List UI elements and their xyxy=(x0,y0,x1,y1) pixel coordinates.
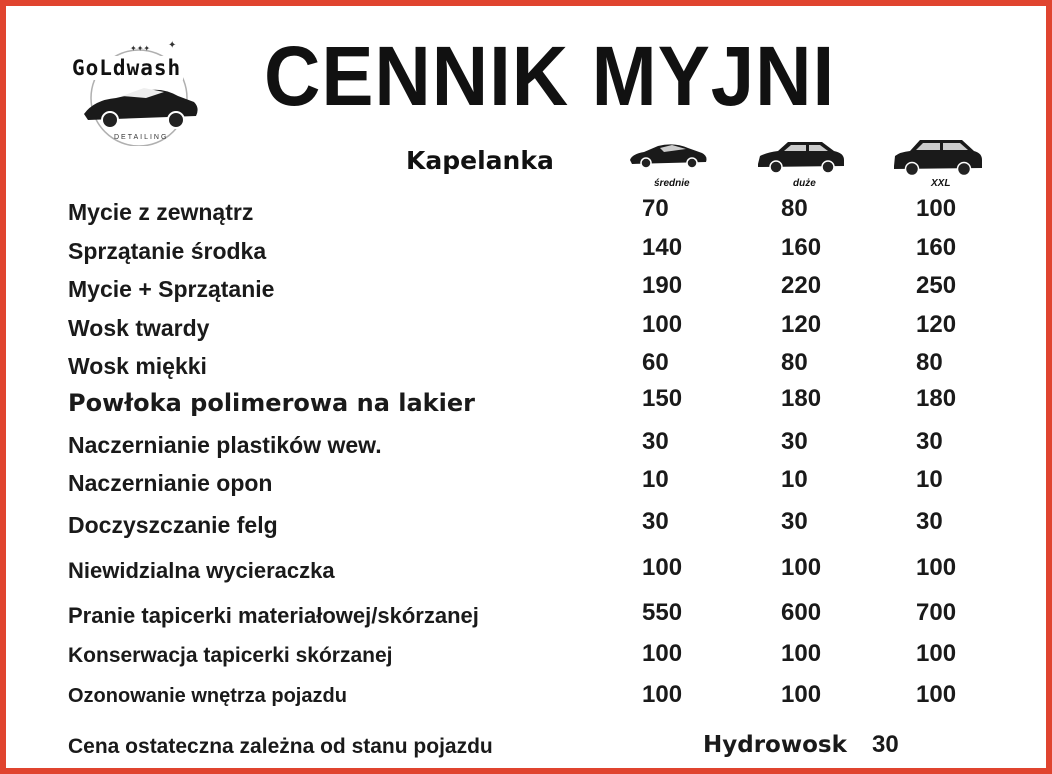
goldwash-logo xyxy=(64,36,214,146)
sedan-car-icon xyxy=(626,136,710,172)
size-label-medium: średnie xyxy=(654,178,690,189)
price-large: 220 xyxy=(781,272,822,299)
price-large: 180 xyxy=(781,385,822,412)
price-large: 100 xyxy=(781,554,822,581)
location-label: Kapelanka xyxy=(406,146,554,175)
price-medium: 70 xyxy=(642,195,669,222)
service-name: Konserwacja tapicerki skórzanej xyxy=(68,644,393,667)
price-large: 100 xyxy=(781,681,822,708)
service-name: Naczernianie plastików wew. xyxy=(68,432,382,458)
price-medium: 190 xyxy=(642,272,683,299)
service-name: Niewidzialna wycieraczka xyxy=(68,558,335,583)
service-name: Doczyszczanie felg xyxy=(68,512,278,538)
price-medium: 140 xyxy=(642,234,683,261)
service-name: Naczernianie opon xyxy=(68,470,273,496)
price-xxl: 80 xyxy=(916,349,943,376)
price-xxl: 30 xyxy=(916,508,943,535)
price-large: 30 xyxy=(781,508,808,535)
extra-service-label: Hydrowosk xyxy=(703,732,847,758)
service-name: Pranie tapicerki materiałowej/skórzanej xyxy=(68,603,479,628)
price-medium: 100 xyxy=(642,640,683,667)
price-large: 100 xyxy=(781,640,822,667)
price-large: 600 xyxy=(781,599,822,626)
price-xxl: 30 xyxy=(916,428,943,455)
price-medium: 150 xyxy=(642,385,683,412)
svg-text:✦: ✦ xyxy=(168,40,177,51)
price-large: 80 xyxy=(781,349,808,376)
service-name: Ozonowanie wnętrza pojazdu xyxy=(68,685,347,707)
price-xxl: 100 xyxy=(916,681,957,708)
price-xxl: 100 xyxy=(916,554,957,581)
page-title: CENNIK MYJNI xyxy=(264,29,836,123)
size-label-xxl: XXL xyxy=(931,178,951,189)
price-medium: 30 xyxy=(642,508,669,535)
service-name: Wosk twardy xyxy=(68,315,210,341)
svg-text:✦✦✦: ✦✦✦ xyxy=(130,44,151,53)
size-label-large: duże xyxy=(793,178,816,189)
price-xxl: 160 xyxy=(916,234,957,261)
price-disclaimer: Cena ostateczna zależna od stanu pojazdu xyxy=(68,735,493,758)
price-medium: 550 xyxy=(642,599,683,626)
price-xxl: 100 xyxy=(916,195,957,222)
logo-wordmark: GoLdwash xyxy=(72,56,182,80)
price-medium: 100 xyxy=(642,311,683,338)
service-name: Mycie + Sprzątanie xyxy=(68,276,275,302)
xxl-suv-car-icon xyxy=(890,136,986,178)
price-medium: 30 xyxy=(642,428,669,455)
price-medium: 100 xyxy=(642,681,683,708)
service-name: Wosk miękki xyxy=(68,353,207,379)
price-large: 120 xyxy=(781,311,822,338)
price-xxl: 250 xyxy=(916,272,957,299)
service-name: Powłoka polimerowa na lakier xyxy=(68,389,475,417)
price-medium: 60 xyxy=(642,349,669,376)
price-xxl: 100 xyxy=(916,640,957,667)
price-large: 80 xyxy=(781,195,808,222)
suv-car-icon xyxy=(754,136,848,176)
price-large: 10 xyxy=(781,466,808,493)
extra-service-price: 30 xyxy=(872,731,899,758)
price-large: 160 xyxy=(781,234,822,261)
price-large: 30 xyxy=(781,428,808,455)
price-xxl: 700 xyxy=(916,599,957,626)
service-name: Sprzątanie środka xyxy=(68,238,267,264)
price-xxl: 10 xyxy=(916,466,943,493)
price-xxl: 120 xyxy=(916,311,957,338)
price-medium: 10 xyxy=(642,466,669,493)
service-name: Mycie z zewnątrz xyxy=(68,199,254,225)
logo-subtitle: DETAILING xyxy=(114,134,169,141)
price-xxl: 180 xyxy=(916,385,957,412)
price-medium: 100 xyxy=(642,554,683,581)
